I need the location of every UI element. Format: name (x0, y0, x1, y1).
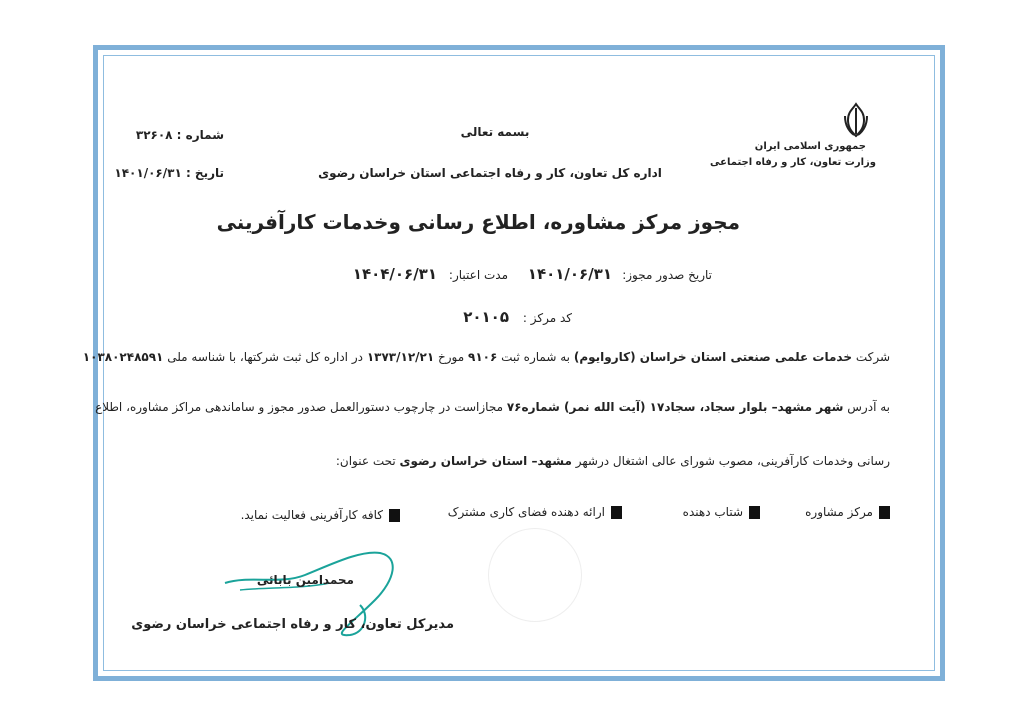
letter-date: تاریخ : ۱۴۰۱/۰۶/۳۱ (114, 166, 224, 180)
body-text: به شماره ثبت (501, 350, 571, 364)
page-title: مجوز مرکز مشاوره، اطلاع رسانی وخدمات کارآفرینی (216, 210, 740, 234)
body-line-3 (336, 454, 890, 468)
issue-date-label: تاریخ صدور مجوز: (622, 268, 712, 282)
center-code: ۲۰۱۰۵ (463, 308, 509, 326)
body-text: شرکت (855, 350, 890, 364)
option-label: شتاب دهنده (682, 505, 743, 519)
checkbox-checked-icon (879, 506, 890, 519)
option-label: مرکز مشاوره (805, 505, 873, 519)
checkbox-checked-icon (389, 509, 400, 522)
body-line-2 (95, 400, 890, 414)
city: مشهد– استان خراسان رضوی (399, 454, 572, 468)
address: شهر مشهد– بلوار سجاد، سجاد۱۷ (آیت الله نمر) شماره۷۶ (506, 400, 844, 414)
registration-date: ۱۳۷۳/۱۲/۲۱ (366, 350, 435, 364)
issue-date: ۱۴۰۱/۰۶/۳۱ (527, 265, 612, 283)
checkbox-checked-icon (749, 506, 760, 519)
option-label: کافه کارآفرینی فعالیت نماید. (240, 508, 383, 522)
signer-name: محمدامین بابائی (256, 573, 354, 587)
national-id: ۱۰۳۸۰۲۴۸۵۹۱ (82, 350, 164, 364)
body-text: رسانی وخدمات کارآفرینی، مصوب شورای عالی اشتغال درشهر (575, 454, 890, 468)
registration-number: ۹۱۰۶ (468, 350, 498, 364)
validity-date: ۱۴۰۴/۰۶/۳۱ (352, 265, 437, 283)
body-text: به آدرس (847, 400, 890, 414)
validity-label: مدت اعتبار: (448, 268, 508, 282)
emblem-icon (842, 102, 870, 138)
logo-line-2: وزارت تعاون، کار و رفاه اجتماعی (710, 157, 876, 168)
checkbox-checked-icon (611, 506, 622, 519)
company-name: خدمات علمی صنعتی استان خراسان (کاروایوم) (573, 350, 852, 364)
letter-number: شماره : ۳۲۶۰۸ (135, 128, 224, 142)
logo-line-1: جمهوری اسلامی ایران (754, 141, 866, 152)
option-cafe (241, 508, 400, 522)
signer-role: مدیرکل تعاون، کار و رفاه اجتماعی خراسان رضوی (131, 617, 454, 632)
body-text: مجازاست در چارچوب دستورالعمل صدور مجوز و ساماندهی مراکز مشاوره، اطلاع (95, 400, 504, 414)
body-text: در اداره کل ثبت شرکتها، با شناسه ملی (167, 350, 363, 364)
body-text: تحت عنوان: (335, 454, 396, 468)
basmala: بسمه تعالی (460, 125, 530, 139)
watermark-seal (488, 528, 582, 622)
office-name: اداره کل تعاون، کار و رفاه اجتماعی استان خراسان رضوی (318, 166, 662, 180)
option-label: ارائه دهنده فضای کاری مشترک (447, 505, 605, 519)
option-coworking (448, 505, 622, 519)
center-code-label: کد مرکز : (522, 311, 572, 325)
option-consulting (805, 505, 890, 519)
body-text: مورخ (438, 350, 465, 364)
option-accelerator (683, 505, 760, 519)
body-line-1 (83, 350, 890, 364)
